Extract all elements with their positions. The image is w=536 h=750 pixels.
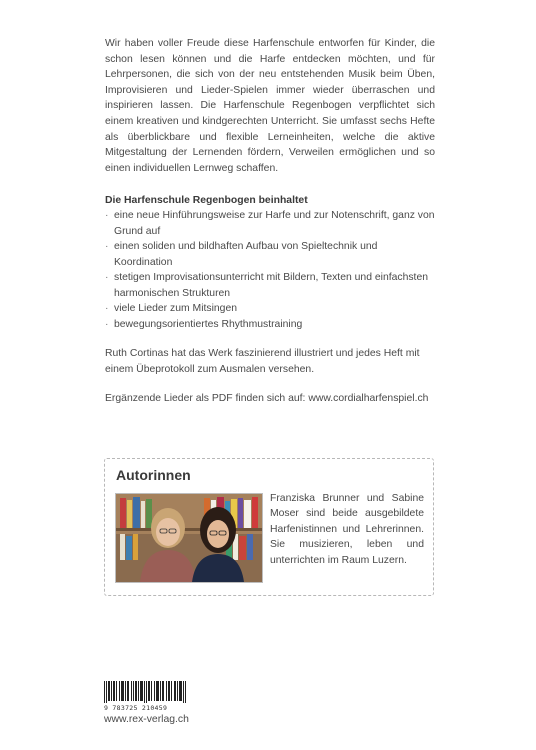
isbn-number: 9 783725 210459 — [104, 704, 168, 712]
intro-paragraph: Wir haben voller Freude diese Harfenschule entworfen für Kinder, die schon lesen können und die Harfe entdecken möchten, und für Lehrpersonen, die sich von der neu entstehenden Musik beim Üben, Improvisieren und Lieder-Spielen immer wieder überraschen und inspirieren lassen. Die Harfenschule Regenbogen verpflichtet sich einem kreativen und kindgerechten Unterricht. Sie umfasst sechs Hefte als überblickbare und flexible Lerneinheiten, welche die aktive Mitgestaltung der Lernenden fördern, Verweilen ermöglichen und so einen individuellen Lernweg schaffen. — [105, 38, 435, 174]
list-title: Die Harfenschule Regenbogen beinhaltet — [105, 195, 308, 206]
feature-list — [105, 208, 435, 332]
list-item: · bewegungsorientiertes Rhythmustraining — [105, 317, 435, 333]
list-item: · viele Lieder zum Mitsingen — [105, 301, 435, 317]
publisher-url: www.rex-verlag.ch — [104, 714, 189, 725]
bullet-icon: · — [105, 272, 109, 283]
authors-heading: Autorinnen — [116, 467, 191, 483]
bullet-icon: · — [105, 303, 109, 314]
bullet-icon: · — [105, 318, 109, 330]
authors-box — [104, 458, 434, 596]
list-item: · eine neue Hinführungsweise zur Harfe und zur Notenschrift, ganz von Grund auf — [105, 210, 435, 237]
pdf-note: Ergänzende Lieder als PDF finden sich auf: www.cordialharfenspiel.ch — [105, 393, 429, 404]
illustration-note: Ruth Cortinas hat das Werk faszinierend illustriert und jedes Heft mit einem Übeprotokoll zum Ausmalen versehen. — [105, 348, 420, 375]
barcode — [104, 681, 188, 703]
bullet-icon: · — [105, 210, 109, 221]
bullet-icon: · — [105, 241, 109, 252]
authors-photo — [115, 493, 263, 583]
list-item: · einen soliden und bildhaften Aufbau von Spieltechnik und Koordination — [105, 241, 378, 268]
list-item: · stetigen Improvisationsunterricht mit Bildern, Texten und einfachsten harmonischen Strukturen — [105, 272, 429, 299]
authors-text: Franziska Brunner und Sabine Moser sind beide ausgebildete Harfenistinnen und Lehrerinnen. Sie musizieren, leben und unterrichten im Raum Luzern. — [270, 493, 424, 566]
